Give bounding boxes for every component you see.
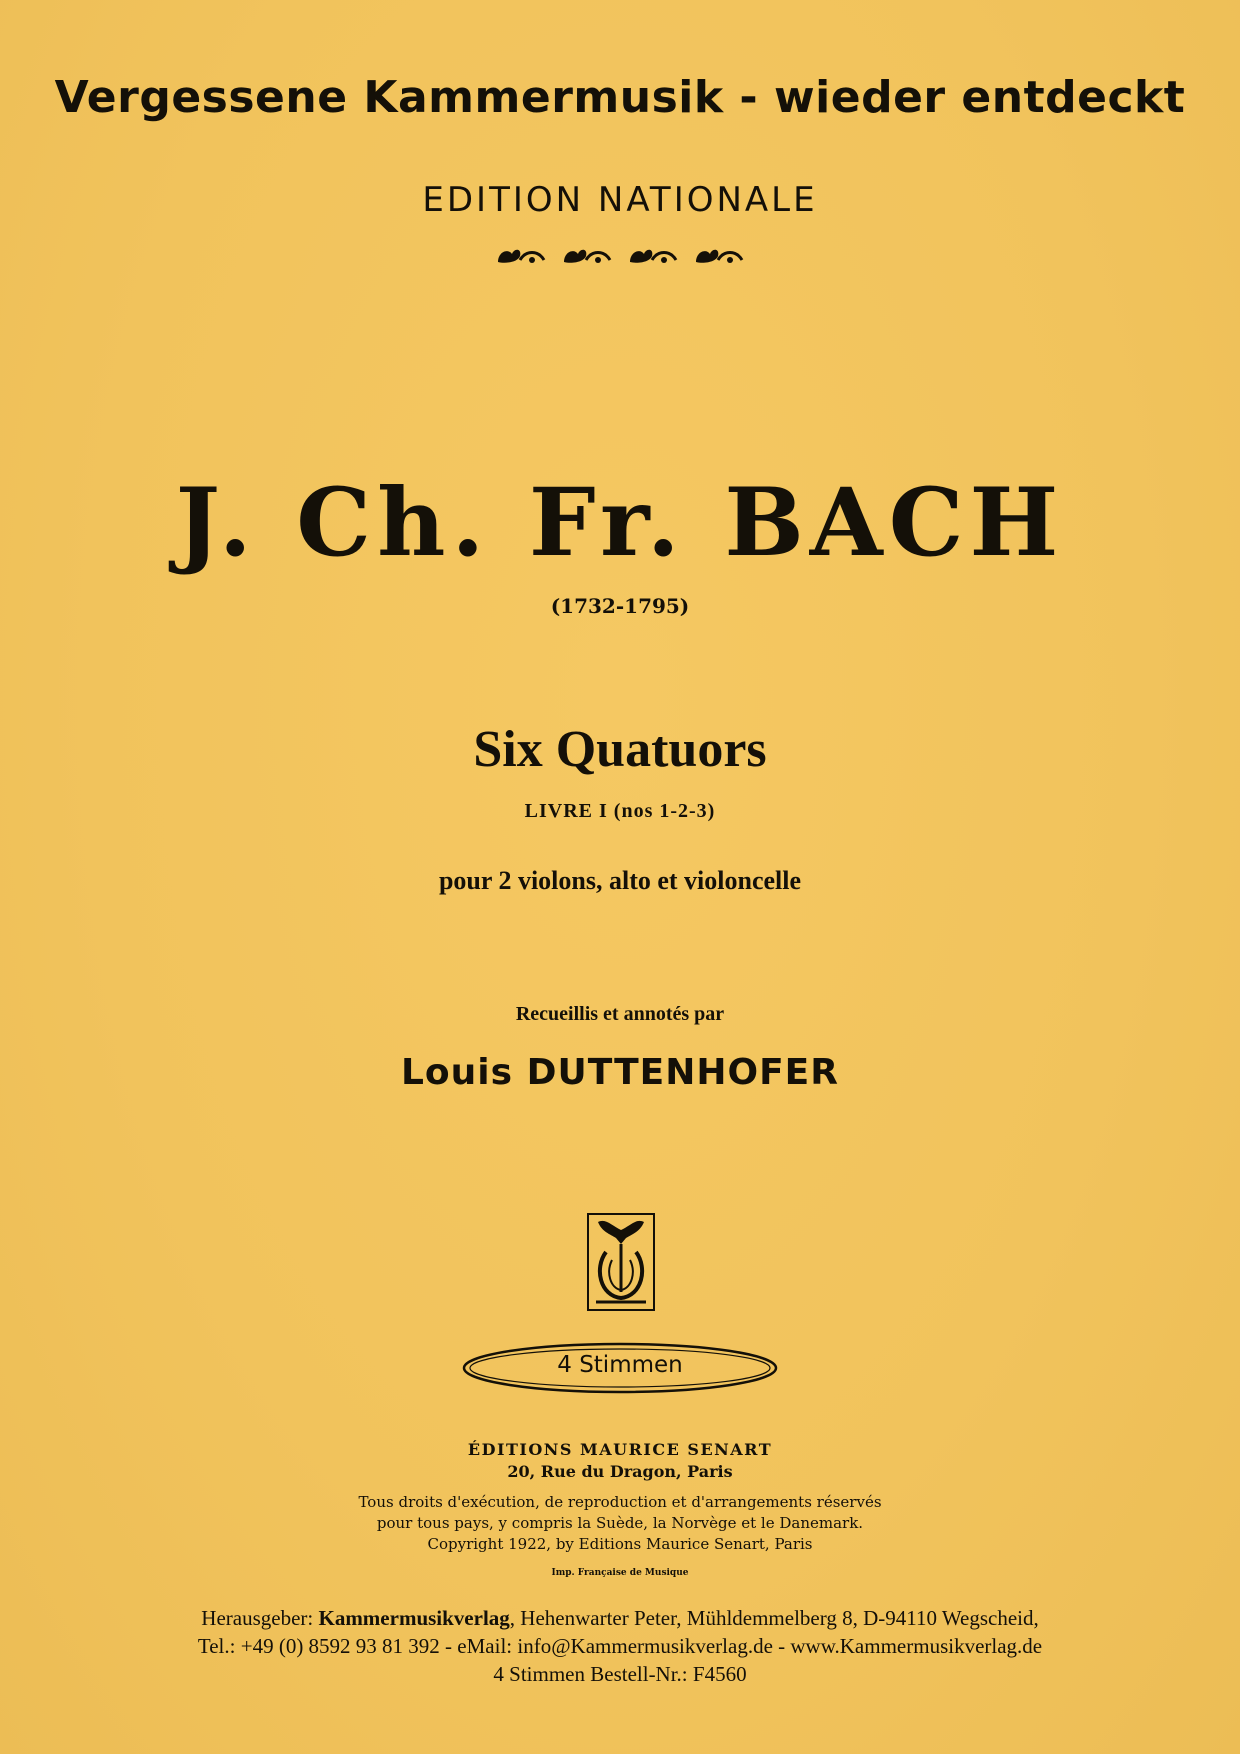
publisher-address: 20, Rue du Dragon, Paris xyxy=(507,1462,733,1481)
rights-notice xyxy=(0,1492,1240,1555)
edition-name: EDITION NATIONALE xyxy=(422,180,818,220)
publisher-name: ÉDITIONS MAURICE SENART xyxy=(467,1440,773,1459)
parts-count: 4 Stimmen xyxy=(557,1352,683,1378)
editor-name: Louis DUTTENHOFER xyxy=(400,1052,839,1093)
work-title: Six Quatuors xyxy=(473,721,767,778)
composer-dates: (1732-1795) xyxy=(550,594,690,618)
footer-publisher-line xyxy=(0,1604,1240,1632)
composer-name: J. Ch. Fr. BACH xyxy=(175,468,1065,578)
footer-publisher-address: , Hehenwarter Peter, Mühldemmelberg 8, D-94110 Wegscheid, xyxy=(509,1606,1039,1630)
rights-line-1: Tous droits d'exécution, de reproduction et d'arrangements réservés xyxy=(358,1493,882,1511)
floral-ornament-icon xyxy=(692,242,746,268)
footer-publisher-prefix: Herausgeber: xyxy=(201,1606,319,1630)
printer-credit: Imp. Française de Musique xyxy=(551,1568,689,1578)
lyre-emblem-icon xyxy=(586,1212,656,1312)
footer-publisher-name: Kammermusikverlag xyxy=(318,1606,510,1630)
floral-ornament-icon xyxy=(494,242,548,268)
rights-line-2: pour tous pays, y compris la Suède, la Norvège et le Danemark. xyxy=(376,1514,864,1532)
editor-intro: Recueillis et annotés par xyxy=(515,1003,725,1025)
series-title: Vergessene Kammermusik - wieder entdeckt xyxy=(54,72,1186,123)
footer-order-number: 4 Stimmen Bestell-Nr.: F4560 xyxy=(493,1662,747,1686)
instrumentation: pour 2 violons, alto et violoncelle xyxy=(438,866,802,895)
floral-ornament-icon xyxy=(560,242,614,268)
floral-ornament-icon xyxy=(626,242,680,268)
volume-label: LIVRE I (nos 1-2-3) xyxy=(524,800,716,822)
ornament-row xyxy=(0,242,1240,268)
footer-block xyxy=(0,1604,1240,1688)
copyright-line: Copyright 1922, by Editions Maurice Senart, Paris xyxy=(427,1535,813,1553)
footer-contact: Tel.: +49 (0) 8592 93 81 392 - eMail: info@Kammermusikverlag.de - www.Kammermusikverlag.de xyxy=(197,1634,1043,1658)
